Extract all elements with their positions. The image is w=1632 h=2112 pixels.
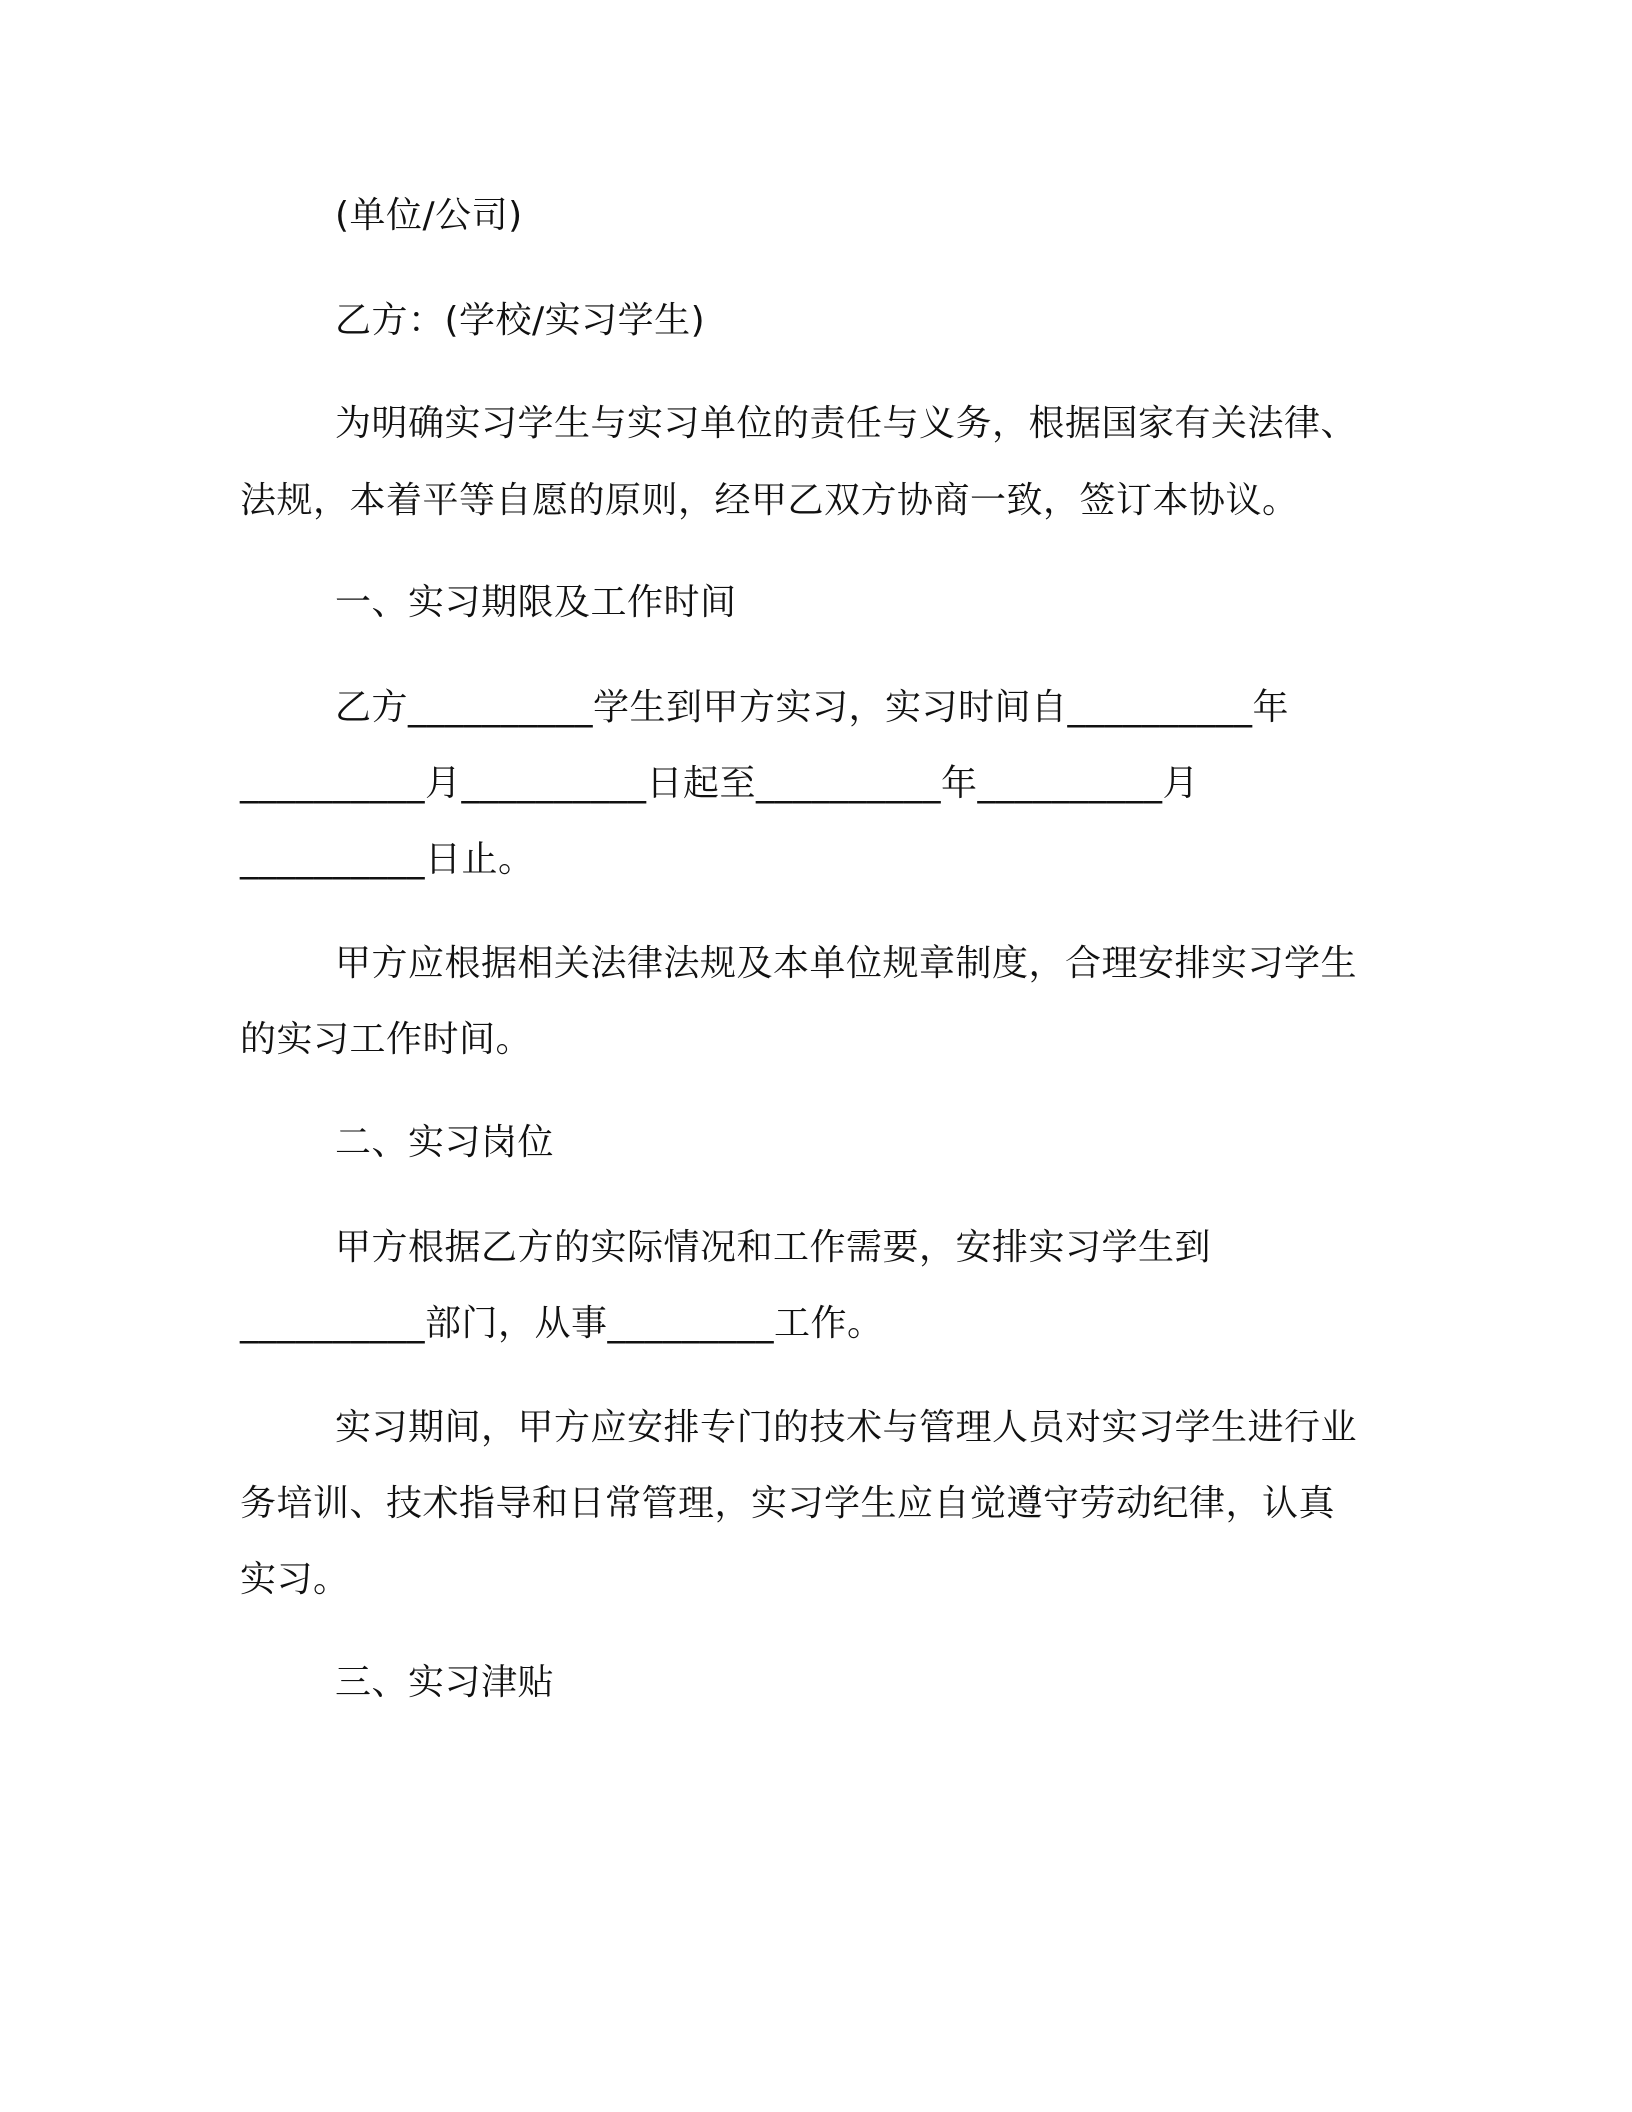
worktime-line-2: 的实习工作时间。	[240, 1019, 533, 1060]
period-line-3: __________日止。	[240, 839, 535, 880]
section-heading-2: 二、实习岗位	[335, 1122, 555, 1163]
position-line-2: __________部门，从事_________工作。	[240, 1303, 884, 1344]
section-heading-3: 三、实习津贴	[335, 1662, 555, 1703]
period-line-2: __________月__________日起至__________年__________月	[240, 763, 1200, 804]
position-line-1: 甲方根据乙方的实际情况和工作需要，安排实习学生到	[335, 1227, 1212, 1268]
training-line-1: 实习期间，甲方应安排专门的技术与管理人员对实习学生进行业	[335, 1407, 1358, 1448]
preamble-line-1: 为明确实习学生与实习单位的责任与义务，根据国家有关法律、	[335, 403, 1358, 444]
training-line-3: 实习。	[240, 1559, 350, 1600]
section-heading-1: 一、实习期限及工作时间	[335, 582, 737, 623]
party-a-unit-line: (单位/公司)	[335, 195, 523, 236]
preamble-line-2: 法规，本着平等自愿的原则，经甲乙双方协商一致，签订本协议。	[240, 480, 1299, 521]
period-line-1: 乙方__________学生到甲方实习，实习时间自__________年	[335, 687, 1290, 728]
worktime-line-1: 甲方应根据相关法律法规及本单位规章制度，合理安排实习学生	[335, 943, 1358, 984]
training-line-2: 务培训、技术指导和日常管理，实习学生应自觉遵守劳动纪律，认真	[240, 1483, 1336, 1524]
party-b-line: 乙方：(学校/实习学生)	[335, 300, 706, 341]
